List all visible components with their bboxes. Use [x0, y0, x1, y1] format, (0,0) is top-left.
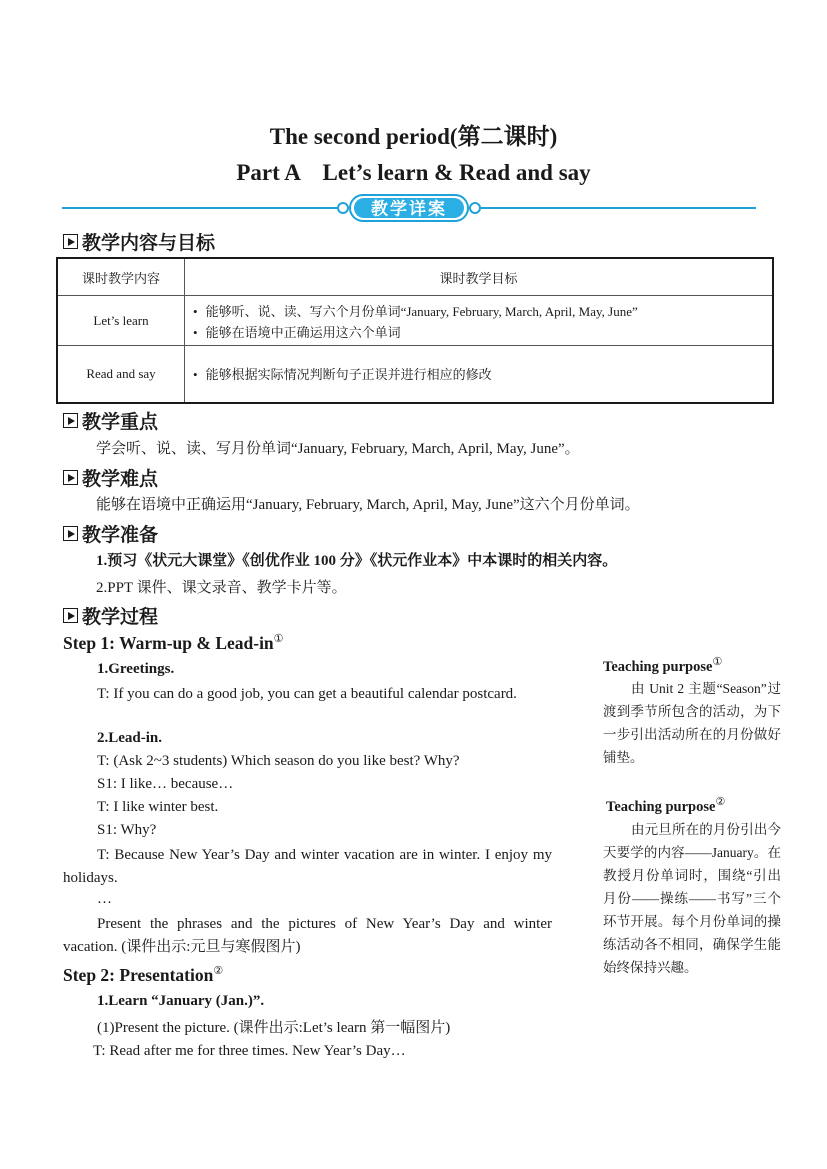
dialogue-line: T: Because New Year’s Day and winter vacation are in winter. I enjoy my holidays.: [63, 847, 552, 886]
section-objectives-heading: 教学内容与目标: [63, 228, 215, 255]
dialogue-line: S1: I like… because…: [97, 776, 234, 792]
preparation-item: 2.PPT 课件、课文录音、教学卡片等。: [96, 580, 347, 596]
step-title: Step 1: Warm-up & Lead-in①: [63, 632, 284, 653]
step-title: Step 2: Presentation②: [63, 964, 224, 985]
teaching-purpose-title: Teaching purpose①: [603, 656, 723, 675]
objectives-table: [56, 257, 774, 404]
page-subtitle: Part A Let’s learn & Read and say: [236, 160, 591, 185]
section-process-heading: 教学过程: [63, 602, 158, 629]
difficulties-text: 能够在语境中正确运用“January, February, March, April, May, June”这六个月份单词。: [96, 497, 640, 513]
table-row: [57, 346, 773, 403]
dialogue-line: T: Read after me for three times. New Year’s Day…: [93, 1043, 406, 1059]
subheading: 1.Learn “January (Jan.)”.: [97, 993, 265, 1009]
goal-item: • 能够听、说、读、写六个月份单词“January, February, March, April, May, June”: [193, 301, 764, 320]
table-header: 课时教学内容: [57, 258, 185, 296]
goal-item: • 能够在语境中正确运用这六个单词: [193, 322, 764, 341]
section-difficulties-heading: 教学难点: [63, 464, 158, 491]
table-cell: Read and say: [57, 346, 185, 403]
table-cell: [185, 296, 774, 346]
instruction-line: (1)Present the picture. (课件出示:Let’s learn 第一幅图片): [97, 1020, 451, 1036]
table-row: [57, 296, 773, 346]
section-keypoints-heading: 教学重点: [63, 407, 158, 434]
table-cell: [185, 346, 774, 403]
play-marker-icon: [63, 234, 78, 249]
goal-item: • 能够根据实际情况判断句子正误并进行相应的修改: [193, 364, 764, 383]
dialogue-line: S1: Why?: [97, 822, 157, 838]
table-cell: Let’s learn: [57, 296, 185, 346]
instruction-line: Present the phrases and the pictures of New Year’s Day and winter vacation. (课件出示:元旦与寒假图片): [63, 916, 552, 955]
dialogue-line: T: I like winter best.: [97, 799, 219, 815]
play-marker-icon: [63, 608, 78, 623]
subheading: 2.Lead-in.: [97, 730, 163, 746]
dialogue-line: T: If you can do a good job, you can get a beautiful calendar postcard.: [97, 686, 517, 702]
play-marker-icon: [63, 470, 78, 485]
teaching-purpose-text: 由元旦所在的月份引出今天要学的内容——January。在教授月份单词时，围绕“引出月份——操练——书写”三个环节开展。每个月份单词的操练活动各不相同，确保学生能始终保持兴趣。: [603, 822, 781, 975]
section-preparation-heading: 教学准备: [63, 520, 158, 547]
play-marker-icon: [63, 413, 78, 428]
page-title: The second period(第二课时): [269, 124, 558, 149]
teaching-purpose-title: Teaching purpose②: [606, 796, 726, 815]
dialogue-line: T: (Ask 2~3 students) Which season do you like best? Why?: [97, 753, 460, 769]
section-banner: [62, 194, 756, 222]
preparation-item: 1.预习《状元大课堂》《创优作业 100 分》《状元作业本》中本课时的相关内容。: [96, 553, 618, 569]
ellipsis: …: [97, 891, 112, 907]
play-marker-icon: [63, 526, 78, 541]
teaching-purpose-text: 由 Unit 2 主题“Season”过渡到季节所包含的活动，为下一步引出活动所在的月份做好铺垫。: [603, 681, 781, 765]
keypoints-text: 学会听、说、读、写月份单词“January, February, March, April, May, June”。: [96, 441, 580, 457]
banner-label: 教学详案: [371, 199, 447, 220]
subheading: 1.Greetings.: [97, 661, 175, 677]
table-header: 课时教学目标: [185, 258, 774, 296]
